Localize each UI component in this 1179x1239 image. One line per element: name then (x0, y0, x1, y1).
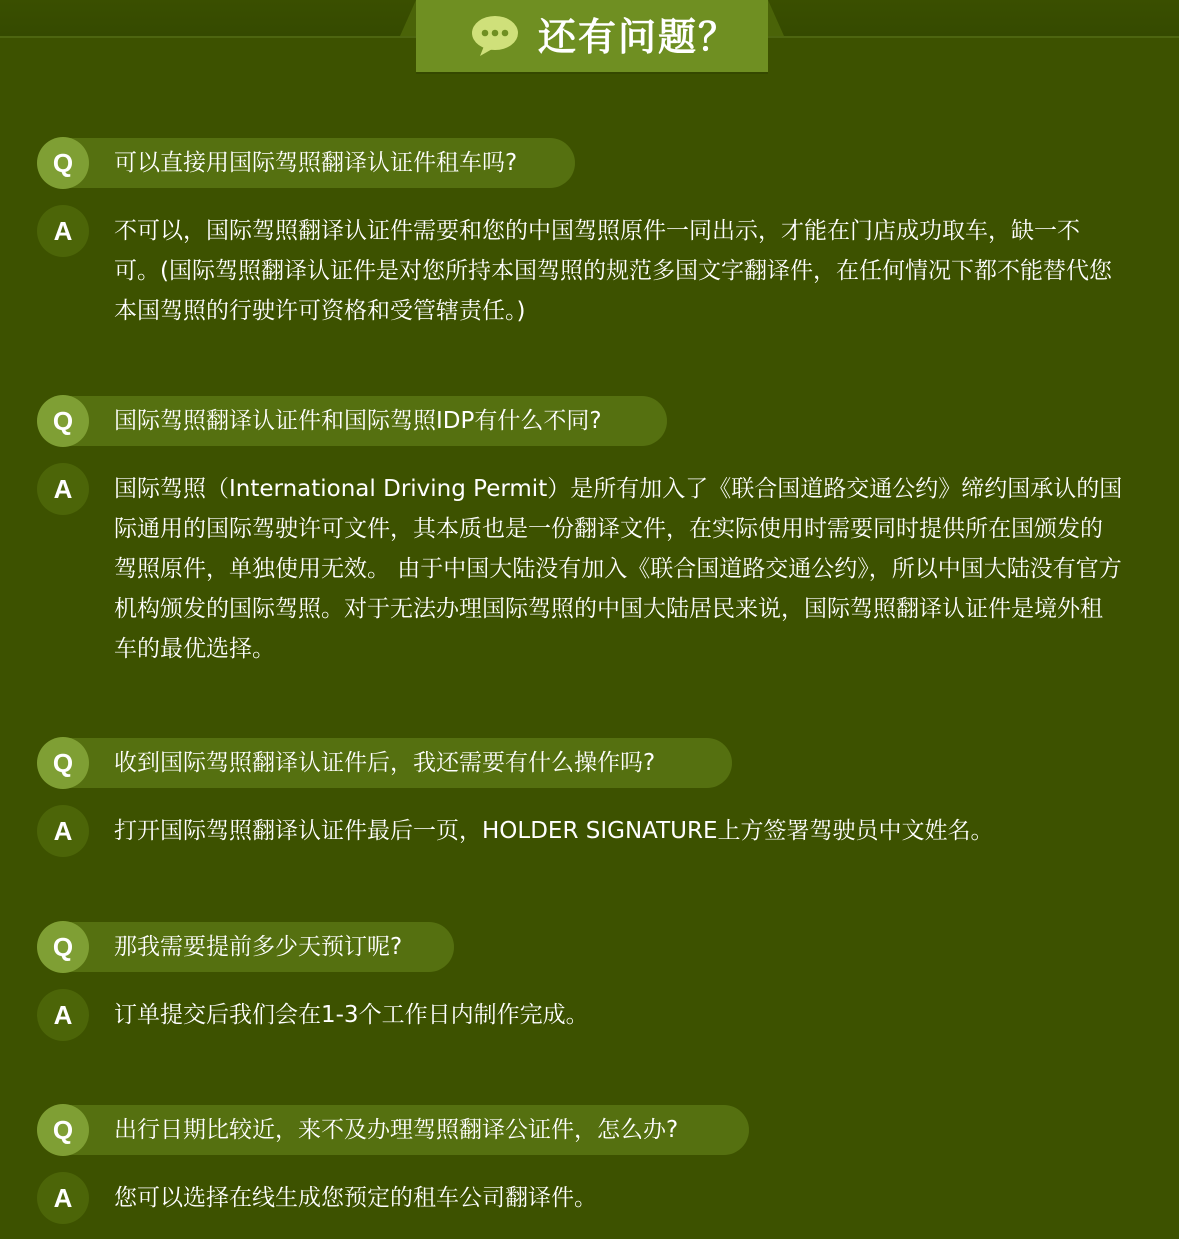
question-badge: Q (37, 137, 89, 189)
answer-badge: A (37, 989, 89, 1041)
chat-bubble-icon (470, 14, 520, 58)
question-badge: Q (37, 1104, 89, 1156)
question-badge: Q (37, 395, 89, 447)
question-pill[interactable] (38, 738, 732, 788)
question-text: 可以直接用国际驾照翻译认证件租车吗? (114, 150, 518, 176)
question-pill[interactable] (38, 1105, 749, 1155)
answer-text: 打开国际驾照翻译认证件最后一页，HOLDER SIGNATURE上方签署驾驶员中文姓名。 (114, 818, 994, 844)
question-badge: Q (37, 921, 89, 973)
question-text: 收到国际驾照翻译认证件后，我还需要有什么操作吗? (114, 750, 656, 776)
question-text: 出行日期比较近，来不及办理驾照翻译公证件，怎么办? (114, 1117, 679, 1143)
answer-text: 不可以，国际驾照翻译认证件需要和您的中国驾照原件一同出示，才能在门店成功取车，缺一不可。(国际驾照翻译认证件是对您所持本国驾照的规范多国文字翻译件，在任何情况下都不能替代您本国驾照的行驶许可资格和受管辖责任。) (114, 218, 1112, 324)
answer-badge: A (37, 1172, 89, 1224)
question-pill[interactable] (38, 922, 454, 972)
page-title: 还有问题？ (538, 15, 739, 59)
question-text: 那我需要提前多少天预订呢? (114, 934, 403, 960)
answer-badge: A (37, 205, 89, 257)
section-header (416, 0, 768, 72)
answer-text: 您可以选择在线生成您预定的租车公司翻译件。 (114, 1185, 597, 1211)
question-badge: Q (37, 737, 89, 789)
answer-text: 订单提交后我们会在1-3个工作日内制作完成。 (114, 1002, 589, 1028)
question-pill[interactable] (38, 138, 575, 188)
answer-badge: A (37, 463, 89, 515)
question-text: 国际驾照翻译认证件和国际驾照IDP有什么不同? (114, 408, 602, 434)
answer-badge: A (37, 805, 89, 857)
answer-text: 国际驾照（International Driving Permit）是所有加入了《联合国道路交通公约》缔约国承认的国际通用的国际驾驶许可文件，其本质也是一份翻译文件，在实际使用时需要同时提供所在国颁发的驾照原件，单独使用无效。 由于中国大陆没有加入《联合国道路交通公约》，所以中国大陆没有官方机构颁发的国际驾照。对于无法办理国际驾照的中国大陆居民来说，国际驾照翻译认证件是境外租车的最优选择。 (114, 476, 1123, 662)
question-pill[interactable] (38, 396, 667, 446)
